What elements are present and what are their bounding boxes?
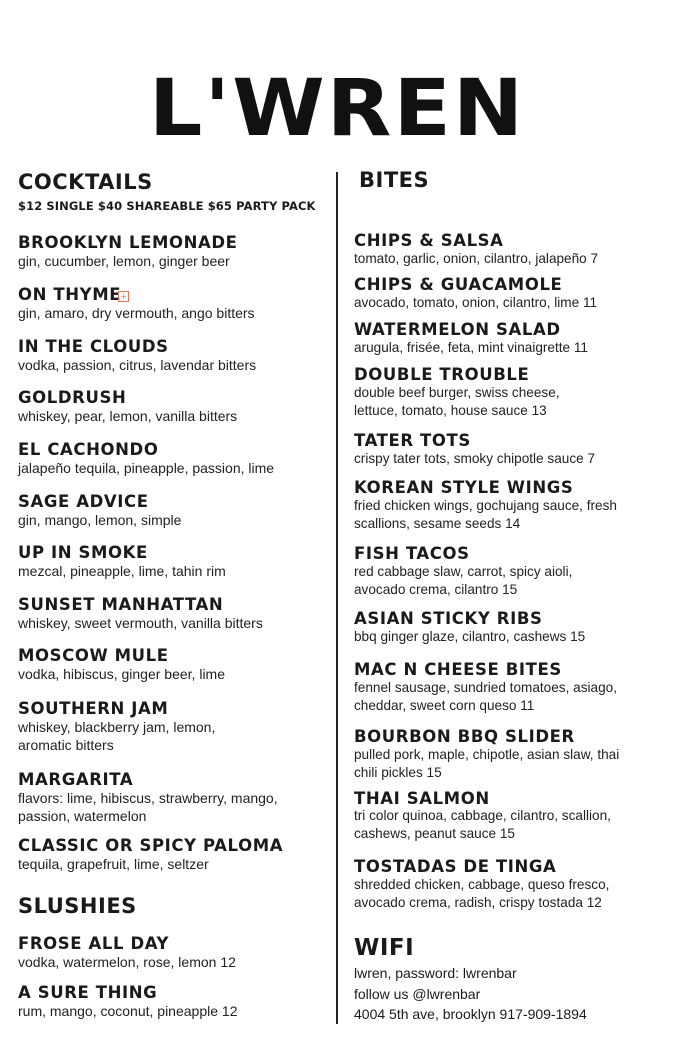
- item-description: avocado, tomato, onion, cilantro, lime 11: [354, 295, 598, 310]
- item-name: DOUBLE TROUBLE: [354, 365, 530, 384]
- item-name: UP IN SMOKE: [18, 543, 148, 562]
- item-description: whiskey, sweet vermouth, vanilla bitters: [18, 615, 263, 631]
- cocktails-pricing: $12 SINGLE $40 SHAREABLE $65 PARTY PACK: [18, 199, 316, 213]
- social-handle: follow us @lwrenbar: [354, 986, 481, 1002]
- menu-item: [354, 857, 654, 912]
- menu-item: [18, 543, 226, 580]
- menu-item: [18, 699, 248, 754]
- item-name-text: ON THYME: [18, 285, 122, 304]
- item-description: jalapeño tequila, pineapple, passion, lime: [18, 460, 275, 476]
- wifi-credentials: lwren, password: lwrenbar: [354, 965, 517, 981]
- item-name: CHIPS & SALSA: [354, 231, 504, 250]
- cocktails-title: COCKTAILS: [18, 170, 153, 194]
- menu-item: [354, 791, 654, 843]
- item-description: whiskey, pear, lemon, vanilla bitters: [18, 408, 238, 424]
- menu-item: [354, 609, 585, 646]
- menu-item: [18, 285, 255, 322]
- item-description: whiskey, blackberry jam, lemon, aromatic bitters: [18, 719, 216, 753]
- item-description: flavors: lime, hibiscus, strawberry, mango, passion, watermelon: [18, 790, 278, 824]
- item-name: CLASSIC OR SPICY PALOMA: [18, 836, 284, 855]
- item-description: bbq ginger glaze, cilantro, cashews 15: [354, 629, 586, 644]
- menu-item: [18, 836, 283, 873]
- menu-item: [354, 478, 634, 533]
- item-name: BOURBON BBQ SLIDER: [354, 727, 575, 746]
- item-description: vodka, watermelon, rose, lemon 12: [18, 954, 236, 970]
- item-description: gin, mango, lemon, simple: [18, 512, 182, 528]
- item-name: ASIAN STICKY RIBS: [354, 609, 543, 628]
- item-description: shredded chicken, cabbage, queso fresco, avocado crema, radish, crispy tostada 12: [354, 877, 610, 910]
- item-description: vodka, passion, citrus, lavendar bitters: [18, 357, 257, 373]
- item-name: WATERMELON SALAD: [354, 320, 561, 339]
- item-name: MOSCOW MULE: [18, 646, 169, 665]
- item-name: SAGE ADVICE: [18, 492, 149, 511]
- item-description: tequila, grapefruit, lime, seltzer: [18, 856, 209, 872]
- menu-item: [18, 440, 274, 477]
- item-name: SUNSET MANHATTAN: [18, 595, 224, 614]
- item-description: arugula, frisée, feta, mint vinaigrette 11: [354, 340, 588, 355]
- item-name: A SURE THING: [18, 983, 158, 1002]
- menu-item: [18, 233, 238, 270]
- bites-title: BITES: [359, 168, 430, 192]
- item-name: EL CACHONDO: [18, 440, 159, 459]
- menu-item: [18, 595, 263, 632]
- item-name: TOSTADAS DE TINGA: [354, 857, 557, 876]
- item-description: double beef burger, swiss cheese, lettuce, tomato, house sauce 13: [354, 385, 560, 418]
- menu-item: [18, 337, 256, 374]
- item-description: crispy tater tots, smoky chipotle sauce 7: [354, 451, 596, 466]
- menu-item: [354, 544, 624, 599]
- menu-item: [354, 231, 598, 268]
- item-name: MAC N CHEESE BITES: [354, 660, 562, 679]
- menu-item: [354, 660, 659, 715]
- item-description: mezcal, pineapple, lime, tahin rim: [18, 563, 226, 579]
- menu-item: [354, 431, 595, 468]
- item-description: red cabbage slaw, carrot, spicy aioli, avocado crema, cilantro 15: [354, 564, 573, 597]
- item-name: TATER TOTS: [354, 431, 471, 450]
- brand-logo: L'WREN: [148, 62, 526, 154]
- item-description: tri color quinoa, cabbage, cilantro, scallion, cashews, peanut sauce 15: [354, 808, 611, 841]
- item-description: fennel sausage, sundried tomatoes, asiago, cheddar, sweet corn queso 11: [354, 680, 617, 713]
- item-description: tomato, garlic, onion, cilantro, jalapeño 7: [354, 251, 599, 266]
- item-name: FROSE ALL DAY: [18, 934, 170, 953]
- menu-item: [18, 492, 181, 529]
- column-divider: [336, 172, 338, 1024]
- item-name: CHIPS & GUACAMOLE: [354, 275, 563, 294]
- item-name: IN THE CLOUDS: [18, 337, 169, 356]
- menu-item: [354, 365, 604, 420]
- item-description: fried chicken wings, gochujang sauce, fresh scallions, sesame seeds 14: [354, 498, 617, 531]
- annotation-marker-icon: +: [118, 291, 129, 302]
- item-name: [18, 285, 255, 304]
- item-name: MARGARITA: [18, 770, 134, 789]
- slushies-title: SLUSHIES: [18, 894, 137, 918]
- menu-item: [354, 727, 644, 782]
- item-name: SOUTHERN JAM: [18, 699, 169, 718]
- item-description: rum, mango, coconut, pineapple 12: [18, 1003, 238, 1019]
- item-description: gin, cucumber, lemon, ginger beer: [18, 253, 230, 269]
- item-name: KOREAN STYLE WINGS: [354, 478, 574, 497]
- menu-item: [354, 275, 597, 312]
- item-name: THAI SALMON: [354, 789, 490, 808]
- wifi-title: WIFI: [354, 935, 415, 961]
- address-phone: 4004 5th ave, brooklyn 917-909-1894: [354, 1006, 587, 1022]
- item-description: gin, amaro, dry vermouth, ango bitters: [18, 305, 255, 321]
- item-description: vodka, hibiscus, ginger beer, lime: [18, 666, 225, 682]
- item-name: GOLDRUSH: [18, 388, 127, 407]
- item-name: BROOKLYN LEMONADE: [18, 233, 238, 252]
- item-description: pulled pork, maple, chipotle, asian slaw, thai chili pickles 15: [354, 747, 620, 780]
- menu-item: [18, 388, 237, 425]
- menu-item: [18, 934, 236, 971]
- menu-item: [18, 770, 318, 825]
- item-name: FISH TACOS: [354, 544, 470, 563]
- menu-item: [18, 983, 237, 1020]
- menu-item: [354, 320, 588, 357]
- menu-item: [18, 646, 225, 683]
